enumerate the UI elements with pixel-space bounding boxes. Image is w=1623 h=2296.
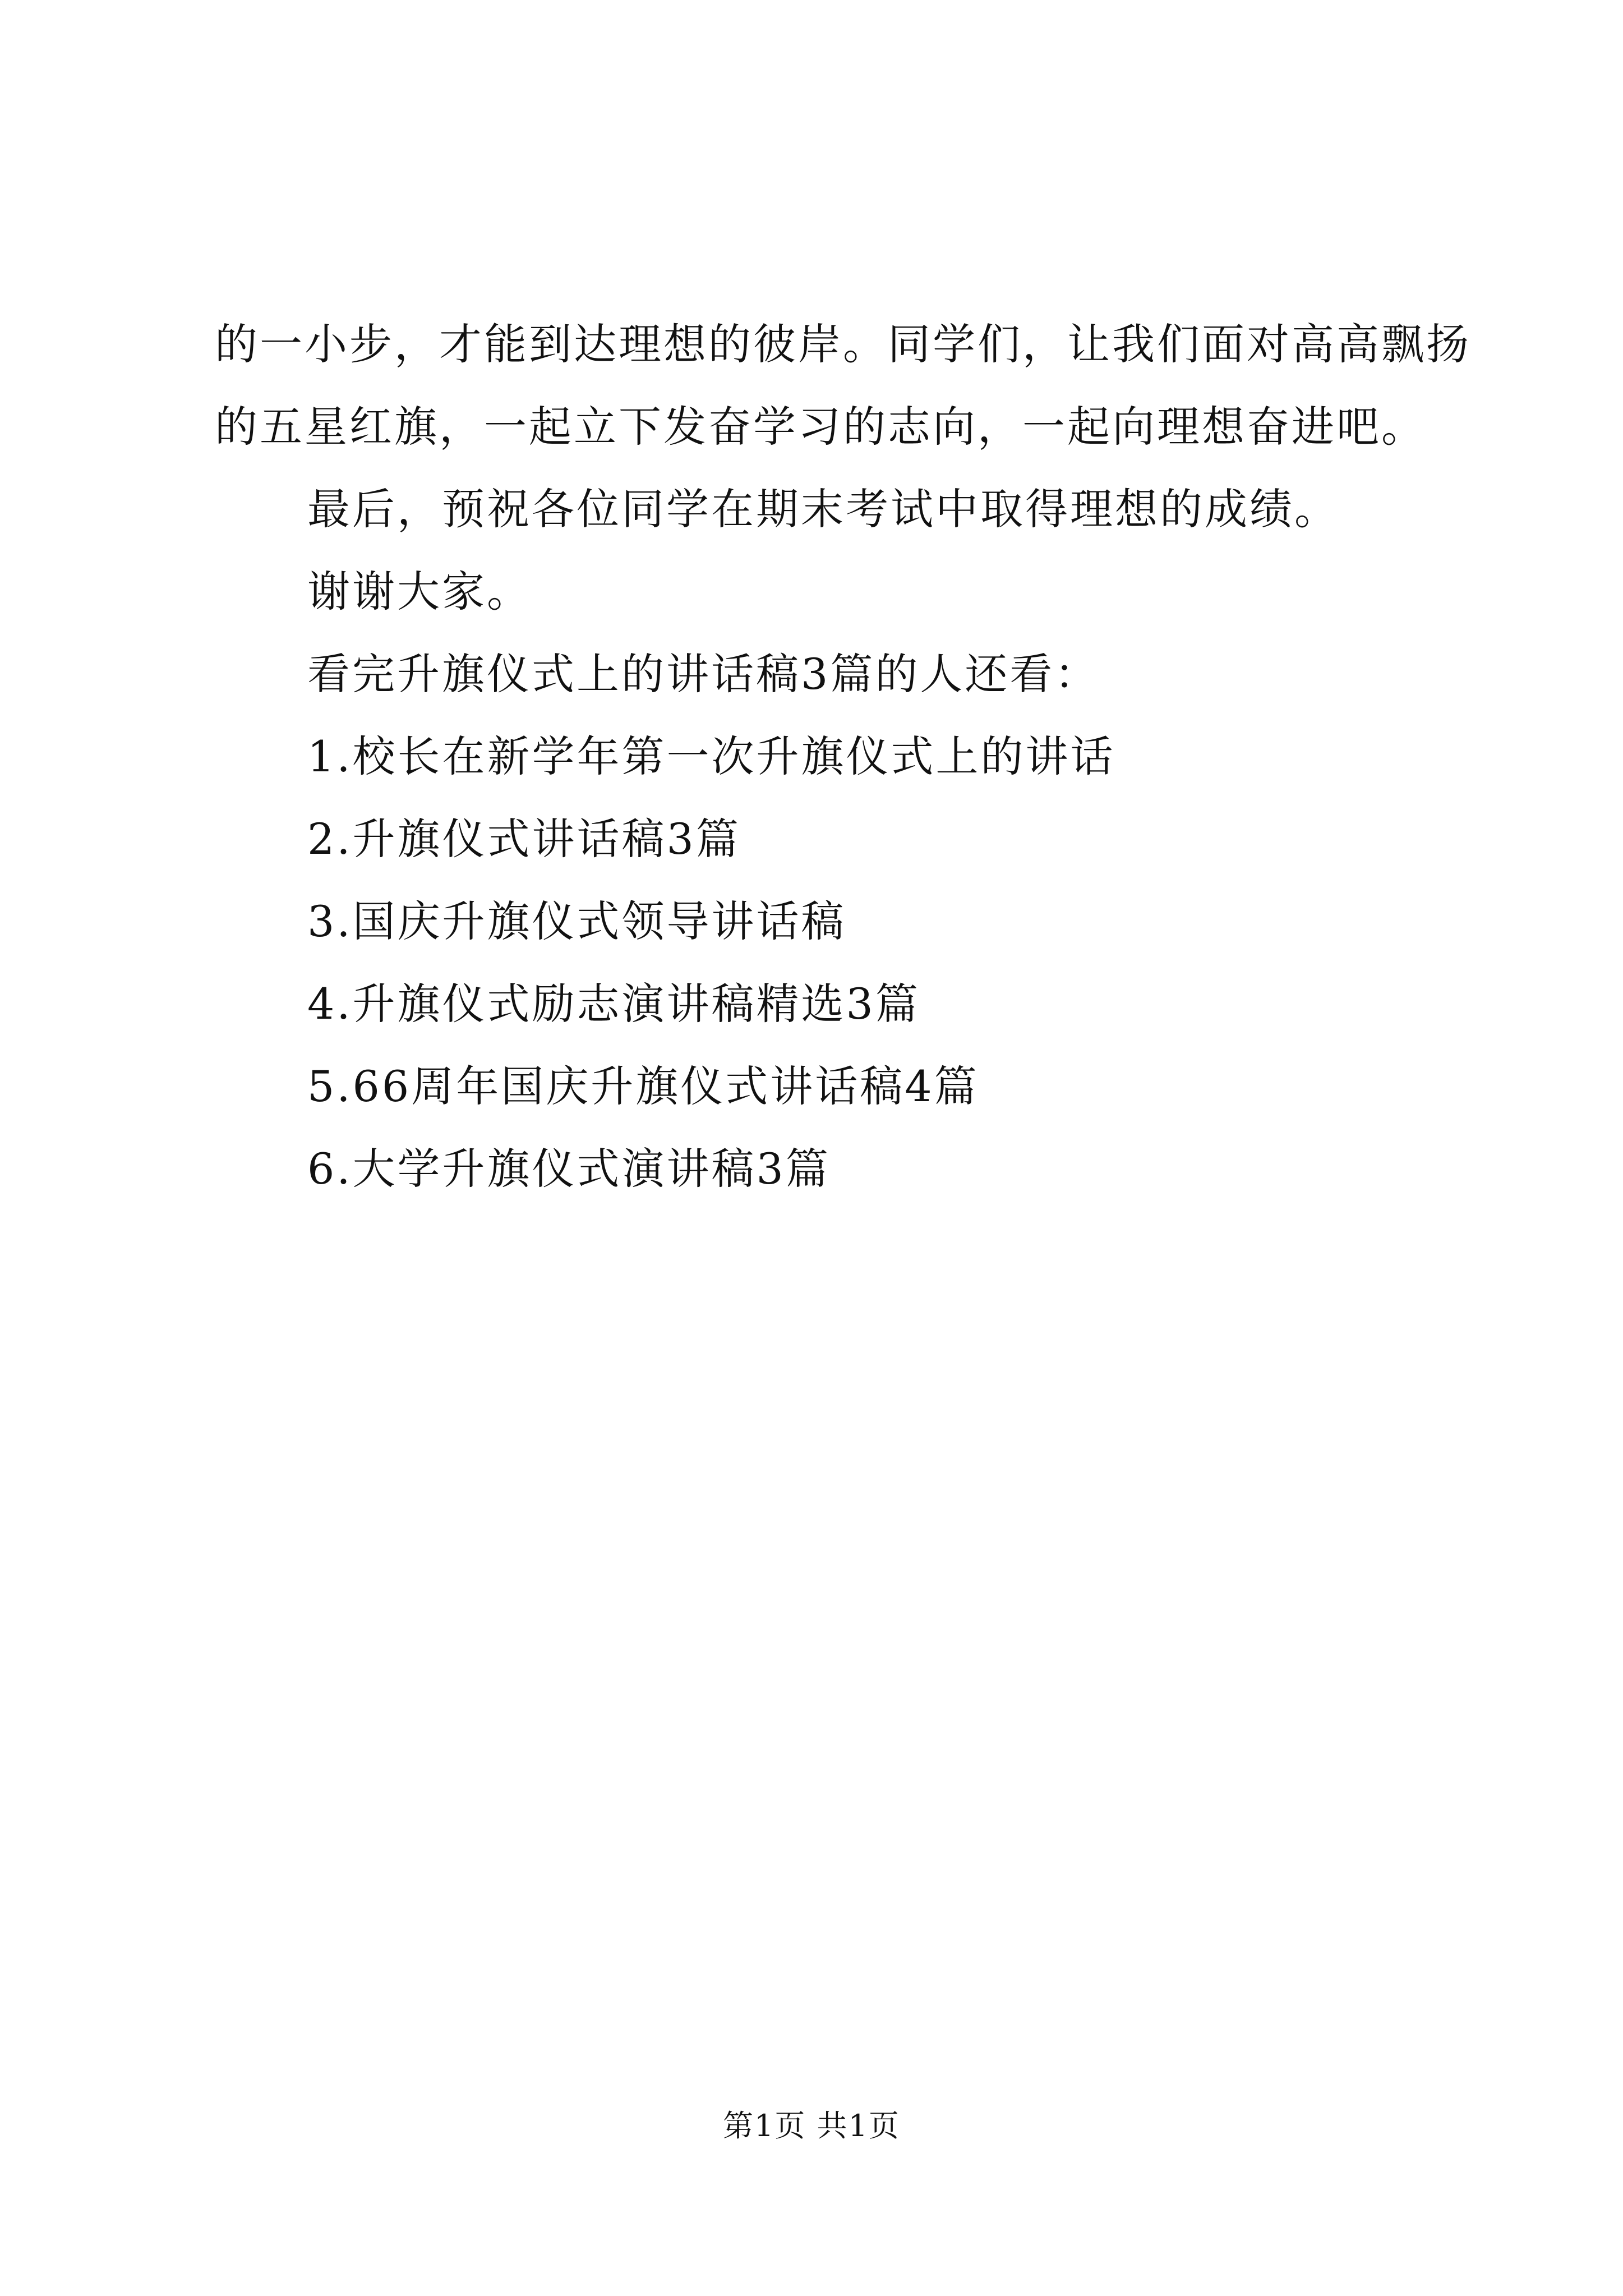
related-link[interactable]: 6.大学升旗仪式演讲稿3篇 <box>307 1144 831 1194</box>
thanks-text: 谢谢大家。 <box>307 567 532 616</box>
related-link[interactable]: 5.66周年国庆升旗仪式讲话稿4篇 <box>307 1061 979 1111</box>
paragraph-line: 的五星红旗，一起立下发奋学习的志向，一起向理想奋进吧。 <box>215 402 1426 452</box>
related-link[interactable]: 4.升旗仪式励志演讲稿精选3篇 <box>307 979 920 1029</box>
related-link[interactable]: 3.国庆升旗仪式领导讲话稿 <box>307 896 846 946</box>
closing-wish: 最后，预祝各位同学在期末考试中取得理想的成绩。 <box>307 484 1339 534</box>
related-link[interactable]: 2.升旗仪式讲话稿3篇 <box>307 814 741 864</box>
related-link[interactable]: 1.校长在新学年第一次升旗仪式上的讲话 <box>307 731 1115 781</box>
related-heading: 看完升旗仪式上的讲话稿3篇的人还看： <box>307 649 1100 699</box>
page-footer: 第1页 共1页 <box>723 2108 900 2143</box>
paragraph-line: 的一小步，才能到达理想的彼岸。同学们，让我们面对高高飘扬 <box>215 319 1471 369</box>
document-body <box>215 303 1471 1210</box>
